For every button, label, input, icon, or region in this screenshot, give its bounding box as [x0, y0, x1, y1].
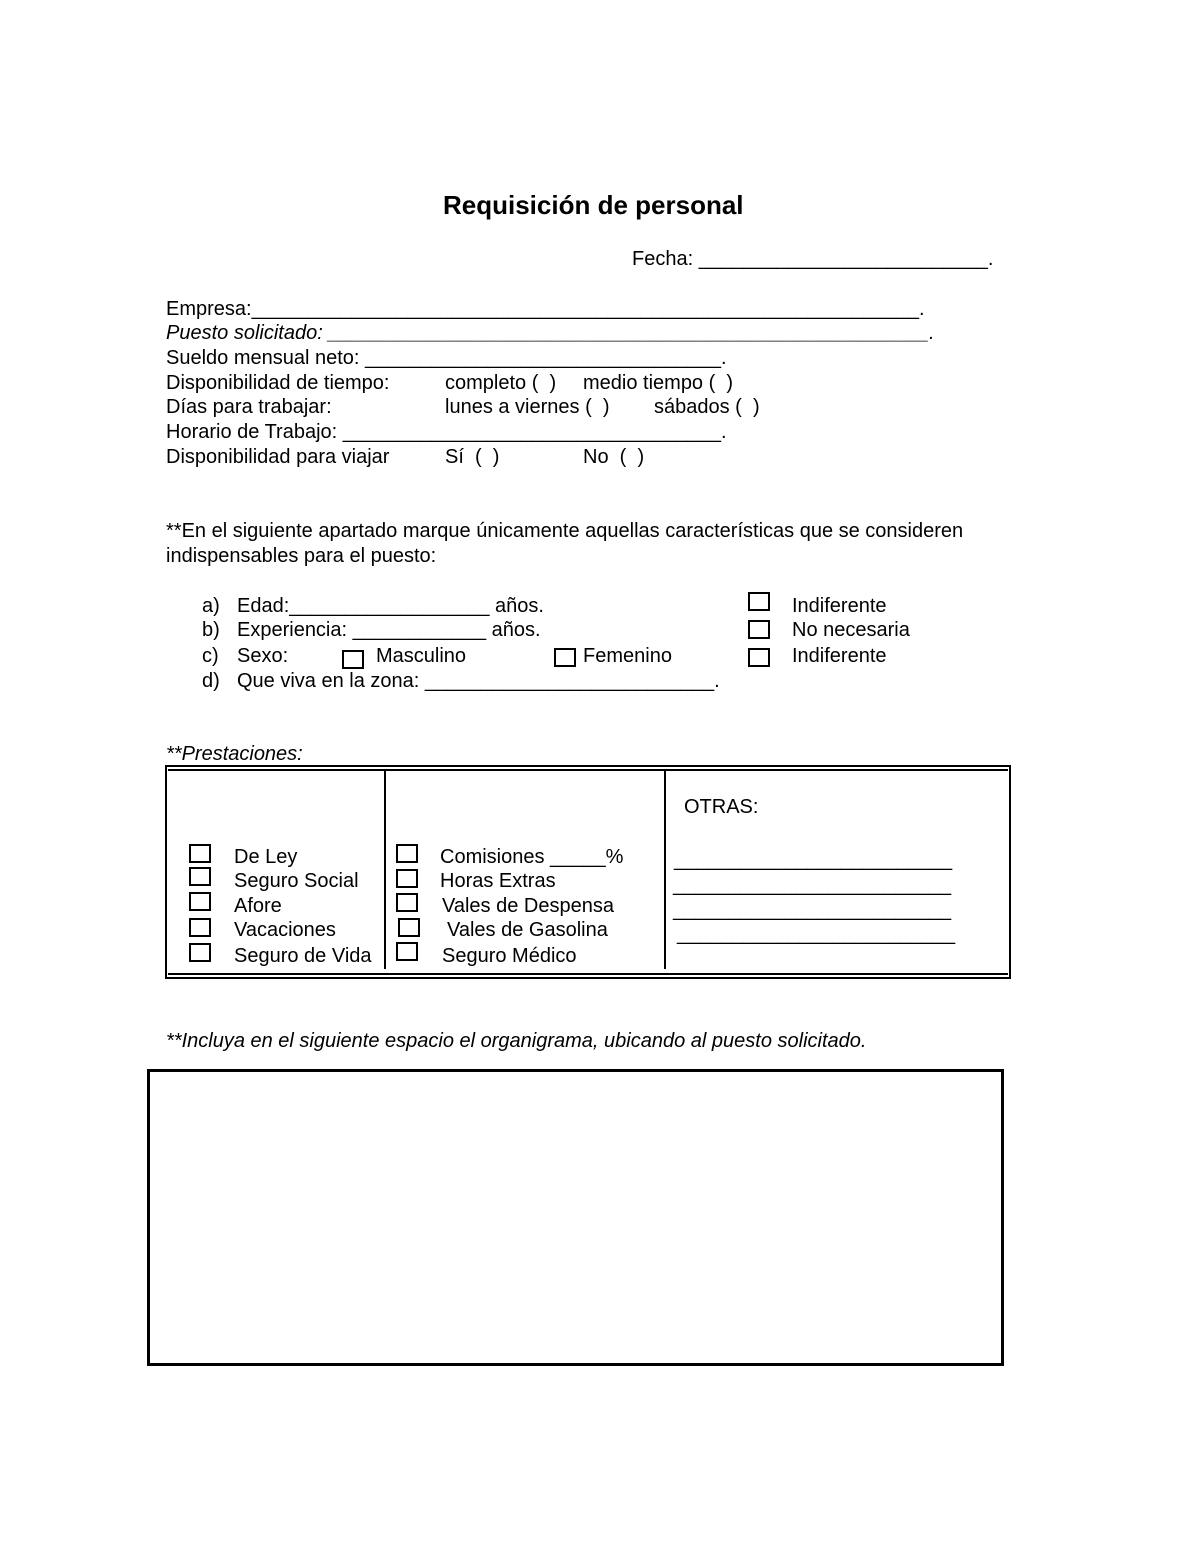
item-d-marker: d)	[202, 670, 220, 692]
otras-line-4[interactable]: _________________________	[677, 923, 956, 945]
sueldo-field[interactable]: Sueldo mensual neto: ________________________________.	[166, 347, 727, 369]
masculino-checkbox[interactable]	[342, 650, 364, 669]
comisiones-checkbox[interactable]	[396, 844, 418, 863]
instructions-line1: **En el siguiente apartado marque únicamente aquellas características que se consideren	[166, 520, 964, 542]
seguro-social-checkbox[interactable]	[189, 867, 211, 886]
item-a-marker: a)	[202, 595, 220, 617]
vales-despensa-checkbox[interactable]	[396, 893, 418, 912]
experiencia-field[interactable]: Experiencia: ____________ años.	[237, 619, 541, 641]
organigrama-box[interactable]	[147, 1069, 1004, 1366]
femenino-checkbox[interactable]	[554, 648, 576, 667]
comisiones-label: Comisiones _____%	[440, 846, 624, 868]
lunes-viernes-option[interactable]: lunes a viernes ( )	[445, 396, 610, 418]
afore-checkbox[interactable]	[189, 892, 211, 911]
item-b-marker: b)	[202, 619, 220, 641]
otras-line-1[interactable]: _________________________	[674, 849, 953, 871]
horas-extras-label: Horas Extras	[440, 870, 556, 892]
afore-label: Afore	[234, 895, 282, 917]
item-c-marker: c)	[202, 645, 219, 667]
fecha-field[interactable]: Fecha: __________________________.	[632, 248, 994, 270]
disp-tiempo-label: Disponibilidad de tiempo:	[166, 372, 390, 394]
edad-field[interactable]: Edad:__________________ años.	[237, 595, 544, 617]
seguro-medico-label: Seguro Médico	[442, 945, 577, 967]
medio-tiempo-option[interactable]: medio tiempo ( )	[583, 372, 734, 394]
horas-extras-checkbox[interactable]	[396, 869, 418, 888]
empresa-field[interactable]: Empresa:____________________________________________________________.	[166, 298, 925, 320]
page-title: Requisición de personal	[443, 190, 744, 220]
completo-option[interactable]: completo ( )	[445, 372, 557, 394]
femenino-label: Femenino	[583, 645, 672, 667]
vacaciones-label: Vacaciones	[234, 919, 336, 941]
otras-line-2[interactable]: _________________________	[673, 874, 952, 896]
prestaciones-heading: **Prestaciones:	[166, 743, 303, 765]
horario-field[interactable]: Horario de Trabajo: __________________________________.	[166, 421, 727, 443]
dias-label: Días para trabajar:	[166, 396, 332, 418]
puesto-field[interactable]: Puesto solicitado: ______________________________________________________.	[166, 322, 935, 344]
seguro-social-label: Seguro Social	[234, 870, 359, 892]
edad-indiferente-checkbox[interactable]	[748, 592, 770, 611]
vales-despensa-label: Vales de Despensa	[442, 895, 614, 917]
edad-indiferente-label: Indiferente	[792, 595, 887, 617]
sexo-label: Sexo:	[237, 645, 289, 667]
sabados-option[interactable]: sábados ( )	[654, 396, 760, 418]
organigrama-note: **Incluya en el siguiente espacio el organigrama, ubicando al puesto solicitado.	[166, 1030, 867, 1052]
seguro-de-vida-label: Seguro de Vida	[234, 945, 372, 967]
instructions-line2: indispensables para el puesto:	[166, 545, 437, 567]
otras-line-3[interactable]: _________________________	[673, 899, 952, 921]
experiencia-no-necesaria-checkbox[interactable]	[748, 620, 770, 639]
masculino-label: Masculino	[376, 645, 467, 667]
vacaciones-checkbox[interactable]	[189, 918, 211, 937]
experiencia-no-necesaria-label: No necesaria	[792, 619, 910, 641]
viajar-si-option[interactable]: Sí ( )	[445, 446, 500, 468]
otras-label: OTRAS:	[684, 796, 759, 818]
sexo-indiferente-checkbox[interactable]	[748, 648, 770, 667]
viajar-label: Disponibilidad para viajar	[166, 446, 390, 468]
vales-gasolina-checkbox[interactable]	[398, 918, 420, 937]
seguro-de-vida-checkbox[interactable]	[189, 943, 211, 962]
zona-field[interactable]: Que viva en la zona: __________________________.	[237, 670, 720, 692]
viajar-no-option[interactable]: No ( )	[583, 446, 645, 468]
seguro-medico-checkbox[interactable]	[396, 942, 418, 961]
vales-gasolina-label: Vales de Gasolina	[447, 919, 608, 941]
sexo-indiferente-label: Indiferente	[792, 645, 887, 667]
de-ley-checkbox[interactable]	[189, 844, 211, 863]
de-ley-label: De Ley	[234, 846, 298, 868]
